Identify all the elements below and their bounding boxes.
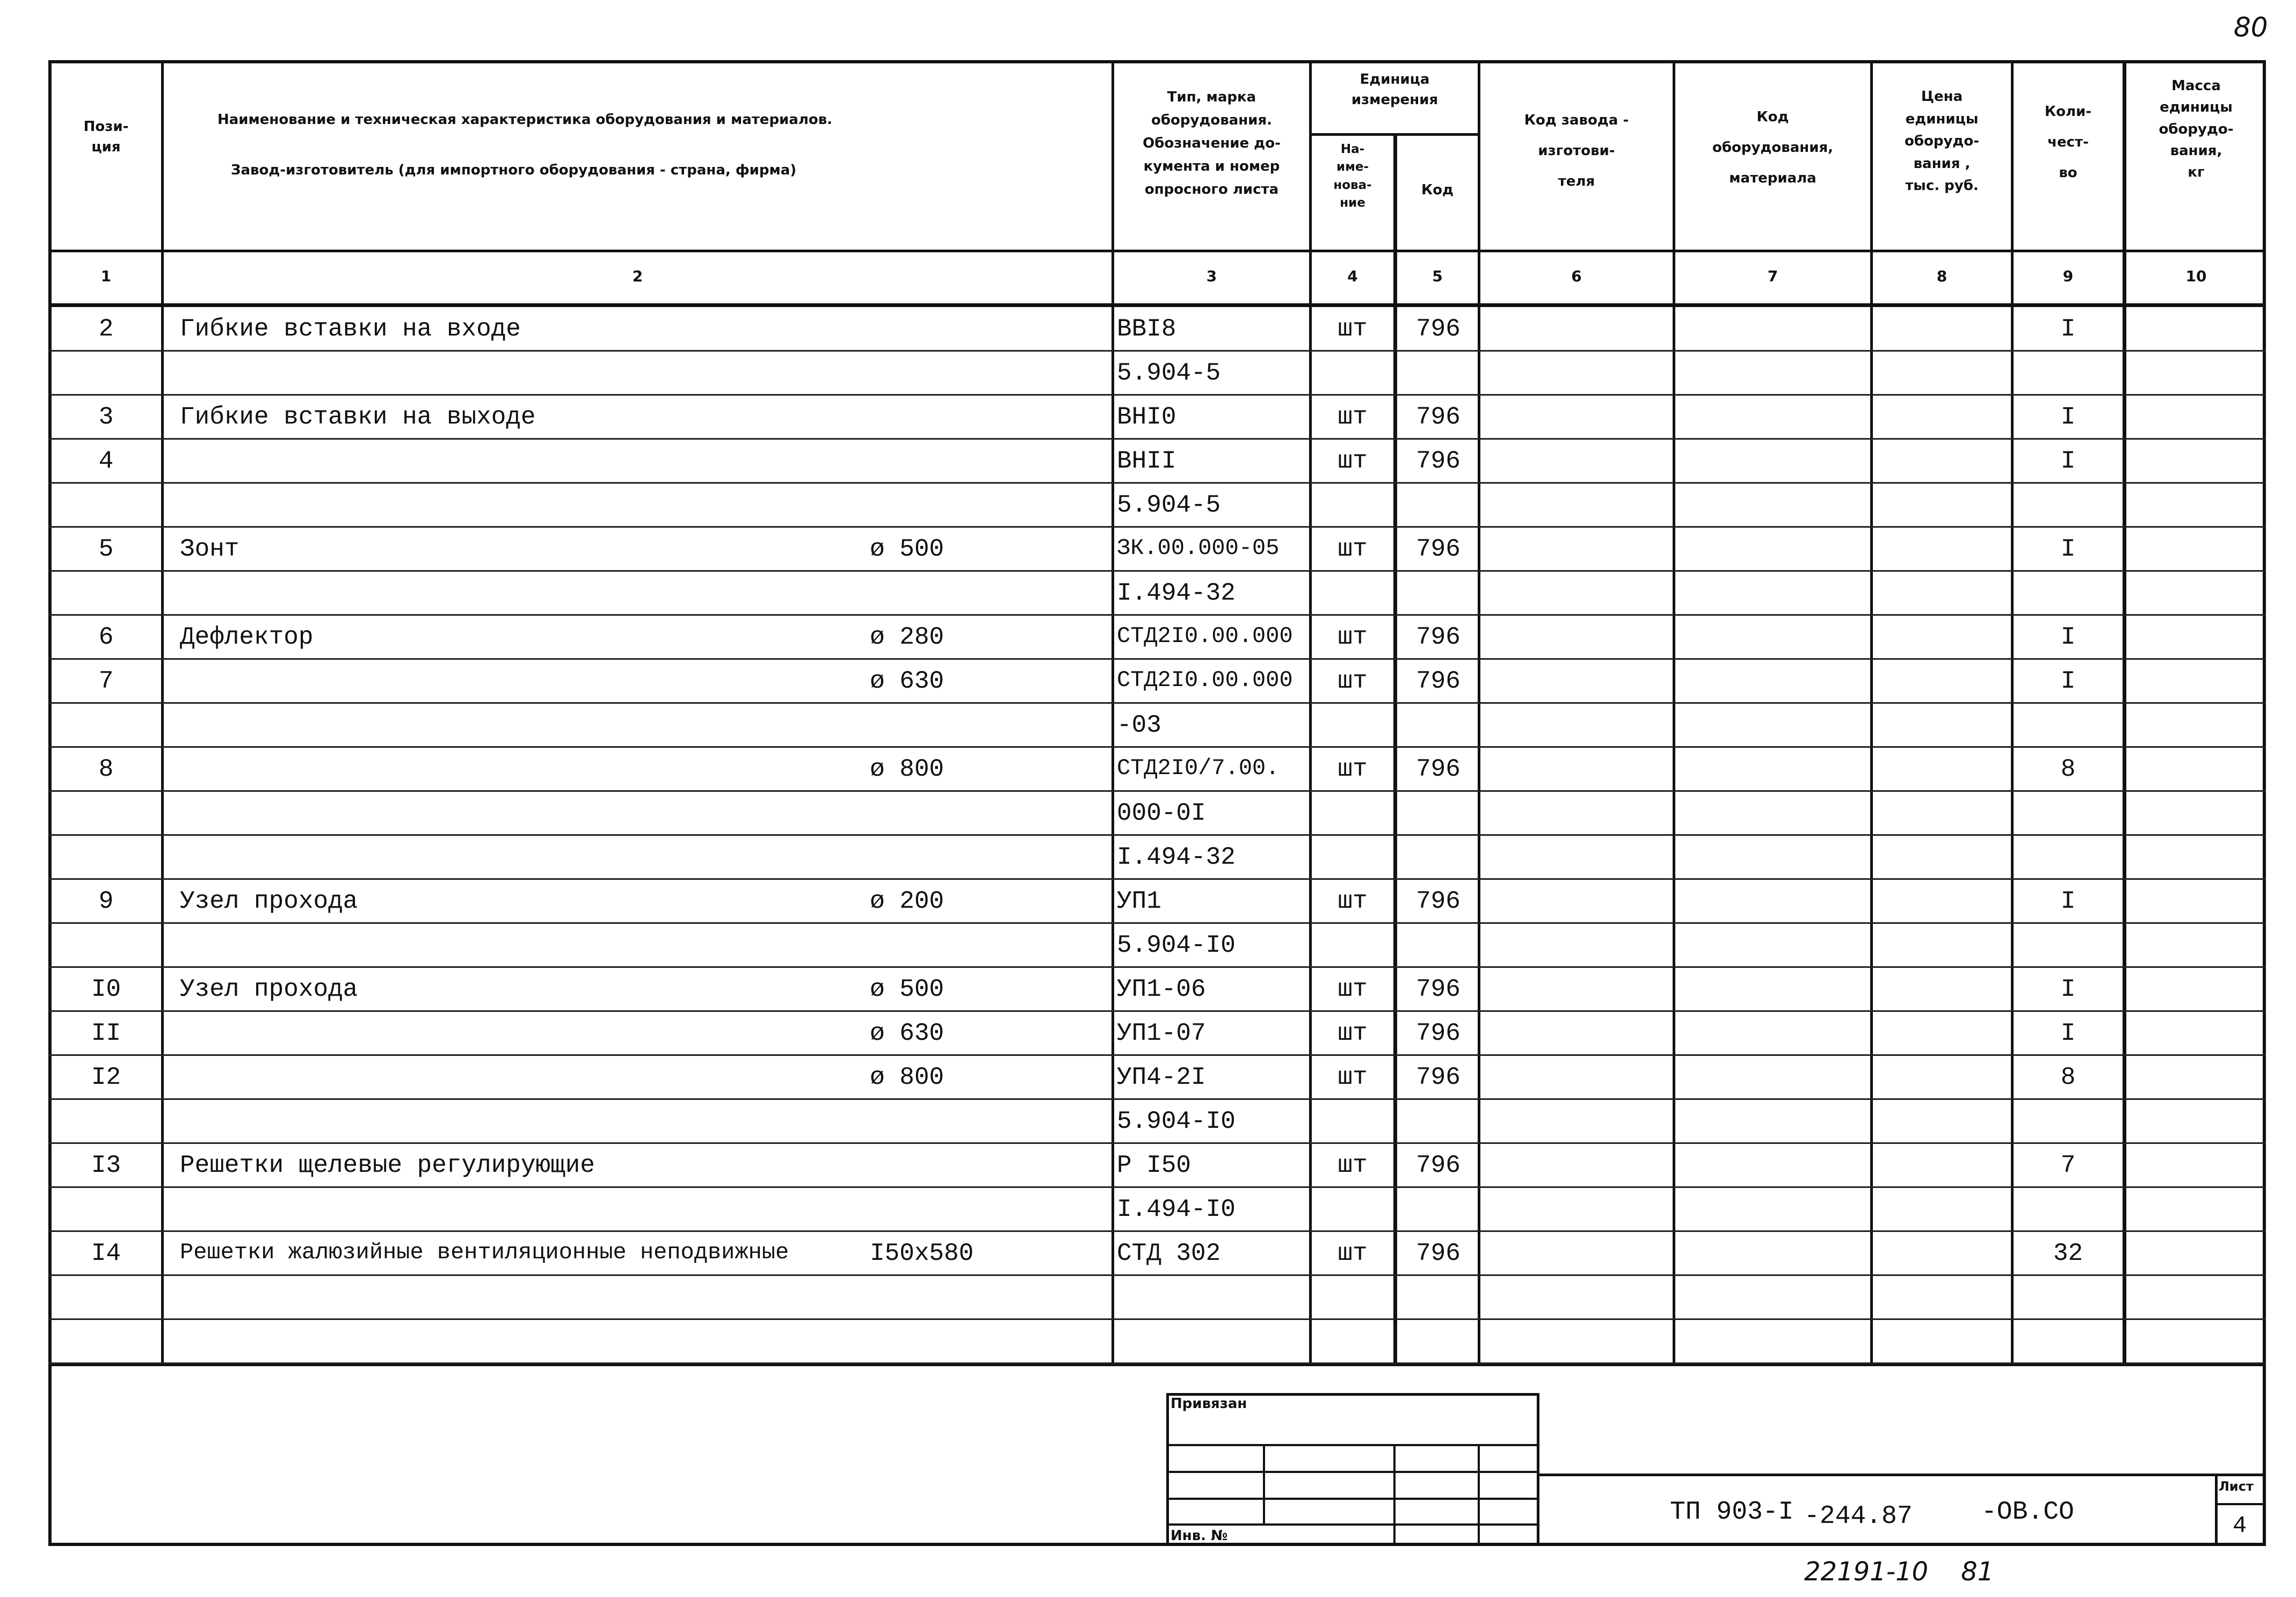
- row-dimension: ø 280: [870, 623, 944, 652]
- col-line-2: [1111, 60, 1114, 1363]
- row-unit-name: шт: [1338, 315, 1368, 344]
- row-dimension: ø 500: [870, 975, 944, 1004]
- header-factory-code: Код завода - изготови- теля: [1524, 112, 1629, 190]
- row-quantity: I: [2060, 667, 2076, 696]
- row-quantity: 7: [2060, 1151, 2076, 1180]
- row-divider: [48, 702, 2266, 704]
- row-type-mark: УП4-2I: [1117, 1063, 1206, 1092]
- row-quantity: I: [2060, 1019, 2076, 1048]
- col-line-4: [1393, 133, 1397, 1363]
- row-quantity: I: [2060, 403, 2076, 432]
- colnum-4: 4: [1347, 267, 1358, 285]
- colnum-1: 1: [100, 267, 112, 285]
- row-name: Зонт: [180, 535, 239, 564]
- row-unit-name: шт: [1338, 975, 1368, 1004]
- row-type-mark: ВНII: [1117, 447, 1176, 476]
- row-unit-code: 796: [1416, 667, 1461, 696]
- row-divider: [48, 1010, 2266, 1012]
- row-dimension: ø 500: [870, 535, 944, 564]
- header-units-group: Единица измерения: [1351, 71, 1438, 108]
- row-type-mark: ЗК.00.000-05: [1117, 535, 1280, 561]
- sheet-label: Лист: [2219, 1479, 2254, 1494]
- row-unit-code: 796: [1416, 1239, 1461, 1268]
- row-type-mark: Р I50: [1117, 1151, 1191, 1180]
- col-line-5: [1478, 60, 1480, 1363]
- row-position: II: [91, 1019, 121, 1048]
- header-quantity: Коли- чест- во: [2044, 104, 2092, 181]
- row-position: 8: [98, 755, 114, 784]
- row-quantity: 32: [2053, 1239, 2083, 1268]
- doc-code-part-c: -ОВ.СО: [1981, 1498, 2074, 1527]
- row-quantity: I: [2060, 447, 2076, 476]
- col-line-6: [1673, 60, 1675, 1363]
- row-unit-name: шт: [1338, 755, 1368, 784]
- row-type-mark: 5.904-5: [1117, 491, 1221, 520]
- row-name: Гибкие вставки на выходе: [180, 403, 536, 432]
- row-unit-code: 796: [1416, 447, 1461, 476]
- row-divider: [48, 790, 2266, 792]
- row-type-mark: СТД 302: [1117, 1239, 1221, 1268]
- row-type-mark: СТД2I0/7.00.: [1117, 755, 1280, 782]
- row-dimension: ø 200: [870, 887, 944, 916]
- row-position: I4: [91, 1239, 121, 1268]
- row-dimension: ø 630: [870, 667, 944, 696]
- row-type-mark: 000-0I: [1117, 799, 1206, 828]
- row-position: I2: [91, 1063, 121, 1092]
- row-dimension: ø 800: [870, 1063, 944, 1092]
- row-name: Решетки жалюзийные вентиляционные неподвижные: [180, 1239, 789, 1266]
- row-divider: [48, 526, 2266, 528]
- row-divider: [48, 834, 2266, 836]
- row-unit-code: 796: [1416, 623, 1461, 652]
- header-position: Пози- ция: [83, 119, 129, 155]
- row-divider: [48, 1362, 2266, 1364]
- colnum-8: 8: [1936, 267, 1948, 285]
- header-name-line1: Наименование и техническая характеристика оборудования и материалов.: [217, 112, 833, 128]
- row-quantity: I: [2060, 975, 2076, 1004]
- row-name: Узел прохода: [180, 975, 358, 1004]
- doc-code-part-b: -244.87: [1804, 1502, 1913, 1531]
- row-divider: [48, 350, 2266, 352]
- row-unit-name: шт: [1338, 623, 1368, 652]
- row-unit-name: шт: [1338, 403, 1368, 432]
- row-type-mark: СТД2I0.00.000: [1117, 667, 1293, 694]
- row-unit-name: шт: [1338, 887, 1368, 916]
- row-position: 9: [98, 887, 114, 916]
- row-type-mark: 5.904-I0: [1117, 931, 1236, 960]
- row-divider: [48, 922, 2266, 924]
- row-position: 2: [98, 315, 114, 344]
- stamp-line-3: [1166, 1498, 1539, 1500]
- sheet-box-left: [2215, 1474, 2218, 1546]
- colnum-3: 3: [1206, 267, 1217, 285]
- row-divider: [48, 570, 2266, 572]
- row-unit-code: 796: [1416, 1151, 1461, 1180]
- row-position: I3: [91, 1151, 121, 1180]
- stamp-line-2: [1166, 1471, 1539, 1473]
- col-line-1: [161, 60, 164, 1363]
- row-divider: [48, 1098, 2266, 1100]
- row-quantity: I: [2060, 887, 2076, 916]
- row-name: Решетки щелевые регулирующие: [180, 1151, 595, 1180]
- row-type-mark: I.494-32: [1117, 843, 1236, 872]
- header-unit-code: Код: [1421, 182, 1454, 198]
- header-price: Цена единицы оборудо- вания , тыс. руб.: [1904, 89, 1980, 194]
- row-unit-code: 796: [1416, 1019, 1461, 1048]
- row-unit-name: шт: [1338, 1019, 1368, 1048]
- row-position: 5: [98, 535, 114, 564]
- row-dimension: ø 800: [870, 755, 944, 784]
- row-unit-code: 796: [1416, 535, 1461, 564]
- row-dimension: I50x580: [870, 1239, 974, 1268]
- row-divider: [48, 438, 2266, 440]
- row-name: Гибкие вставки на входе: [180, 315, 521, 344]
- row-unit-name: шт: [1338, 667, 1368, 696]
- row-divider: [48, 658, 2266, 660]
- row-divider: [48, 482, 2266, 484]
- title-block-line: [1539, 1474, 2266, 1476]
- row-unit-code: 796: [1416, 887, 1461, 916]
- row-position: I0: [91, 975, 121, 1004]
- header-type: Тип, марка оборудования. Обозначение до- кумента и номер опросного листа: [1143, 89, 1281, 198]
- row-unit-name: шт: [1338, 447, 1368, 476]
- header-equipment-code: Код оборудования, материала: [1712, 109, 1834, 187]
- colnum-5: 5: [1432, 267, 1443, 285]
- colnum-2: 2: [632, 267, 643, 285]
- colnum-7: 7: [1767, 267, 1778, 285]
- col-line-7: [1870, 60, 1873, 1363]
- row-unit-name: шт: [1338, 1063, 1368, 1092]
- row-divider: [48, 1142, 2266, 1144]
- row-unit-code: 796: [1416, 403, 1461, 432]
- units-subheader-line: [1309, 133, 1478, 136]
- row-quantity: 8: [2060, 755, 2076, 784]
- row-position: 6: [98, 623, 114, 652]
- row-divider: [48, 1274, 2266, 1276]
- header-name-line2: Завод-изготовитель (для импортного оборудования - страна, фирма): [231, 162, 797, 178]
- stamp-line-1: [1166, 1444, 1539, 1446]
- row-position: 4: [98, 447, 114, 476]
- row-unit-name: шт: [1338, 535, 1368, 564]
- row-divider: [48, 966, 2266, 968]
- row-type-mark: -03: [1117, 711, 1161, 740]
- row-unit-name: шт: [1338, 1239, 1368, 1268]
- row-quantity: I: [2060, 315, 2076, 344]
- row-unit-name: шт: [1338, 1151, 1368, 1180]
- row-divider: [48, 878, 2266, 880]
- row-divider: [48, 394, 2266, 396]
- row-divider: [48, 1186, 2266, 1188]
- col-line-9: [2123, 60, 2126, 1363]
- row-unit-code: 796: [1416, 1063, 1461, 1092]
- row-type-mark: I.494-I0: [1117, 1195, 1236, 1224]
- row-type-mark: 5.904-5: [1117, 359, 1221, 388]
- row-type-mark: ВВI8: [1117, 315, 1176, 344]
- handwritten-footer-number: 22191-10 81: [1804, 1557, 1994, 1587]
- colnum-6: 6: [1571, 267, 1582, 285]
- row-divider: [48, 1318, 2266, 1320]
- handwritten-page-number: 80: [2234, 12, 2268, 43]
- row-type-mark: УП1-07: [1117, 1019, 1206, 1048]
- header-unit-name: На- име- нова- ние: [1333, 142, 1372, 210]
- row-type-mark: I.494-32: [1117, 579, 1236, 608]
- colnum-9: 9: [2062, 267, 2074, 285]
- row-name: Дефлектор: [180, 623, 314, 652]
- stamp-vline-3: [1478, 1444, 1480, 1546]
- row-name: Узел прохода: [180, 887, 358, 916]
- doc-code-part-a: ТП 903-I: [1670, 1498, 1794, 1527]
- row-quantity: I: [2060, 623, 2076, 652]
- sheet-number: 4: [2233, 1513, 2247, 1540]
- row-divider: [48, 1230, 2266, 1232]
- row-dimension: ø 630: [870, 1019, 944, 1048]
- colnum-10: 10: [2185, 267, 2207, 285]
- row-divider: [48, 614, 2266, 616]
- row-type-mark: УП1: [1117, 887, 1161, 916]
- row-position: 3: [98, 403, 114, 432]
- row-position: 7: [98, 667, 114, 696]
- sheet-box-line: [2215, 1503, 2266, 1505]
- row-type-mark: СТД2I0.00.000: [1117, 623, 1293, 650]
- row-type-mark: 5.904-I0: [1117, 1107, 1236, 1136]
- stamp-vline-2: [1393, 1444, 1396, 1546]
- stamp-privyazan-label: Привязан: [1171, 1396, 1247, 1412]
- row-type-mark: УП1-06: [1117, 975, 1206, 1004]
- row-quantity: I: [2060, 535, 2076, 564]
- row-unit-code: 796: [1416, 975, 1461, 1004]
- row-quantity: 8: [2060, 1063, 2076, 1092]
- header-bottom-line: [48, 250, 2266, 252]
- stamp-inv-label: Инв. №: [1171, 1528, 1228, 1544]
- row-unit-code: 796: [1416, 755, 1461, 784]
- stamp-vline-1: [1263, 1444, 1265, 1525]
- colnum-bottom-line: [48, 303, 2266, 307]
- row-type-mark: ВНI0: [1117, 403, 1176, 432]
- row-divider: [48, 746, 2266, 748]
- stamp-line-4: [1166, 1523, 1539, 1526]
- row-divider: [48, 1054, 2266, 1056]
- row-unit-code: 796: [1416, 315, 1461, 344]
- header-mass: Масса единицы оборудо- вания, кг: [2159, 78, 2234, 181]
